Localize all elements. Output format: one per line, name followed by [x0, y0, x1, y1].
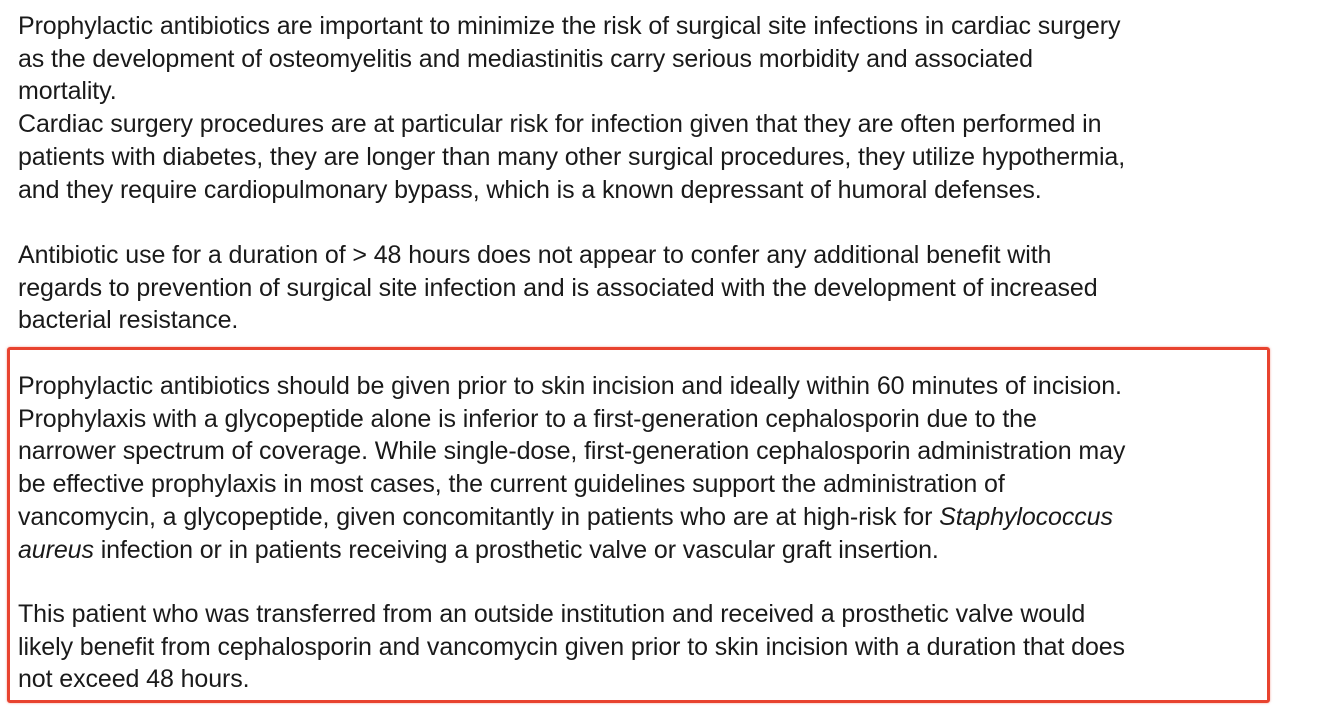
- text-line: [18, 501, 1278, 534]
- text-line: patients with diabetes, they are longer than many other surgical procedures, they utilize hypothermia,: [18, 142, 1126, 171]
- text-line: mortality.: [18, 77, 117, 106]
- species-name-italic: aureus: [18, 535, 94, 564]
- text-line: [18, 534, 1278, 567]
- text-line: bacterial resistance.: [18, 306, 239, 335]
- conclusion-paragraph: [18, 598, 1278, 696]
- text-line: Cardiac surgery procedures are at particular risk for infection given that they are often performed in: [18, 110, 1102, 139]
- intro-paragraph: [18, 10, 1278, 206]
- duration-paragraph: [18, 239, 1278, 337]
- text-line: narrower spectrum of coverage. While single-dose, first-generation cephalosporin administration may: [18, 437, 1126, 466]
- text-line: as the development of osteomyelitis and mediastinitis carry serious morbidity and associated: [18, 44, 1033, 73]
- text-line: and they require cardiopulmonary bypass, which is a known depressant of humoral defenses.: [18, 175, 1042, 204]
- species-name-italic: Staphylococcus: [939, 502, 1113, 531]
- text-line: likely benefit from cephalosporin and vancomycin given prior to skin incision with a duration that does: [18, 632, 1125, 661]
- text-line: regards to prevention of surgical site infection and is associated with the development of increased: [18, 273, 1098, 302]
- text-line: Prophylactic antibiotics should be given prior to skin incision and ideally within 60 minutes of incision.: [18, 372, 1122, 400]
- text-line: Prophylaxis with a glycopeptide alone is inferior to a first-generation cephalosporin due to the: [18, 404, 1037, 433]
- text-line: not exceed 48 hours.: [18, 665, 250, 694]
- text-line: be effective prophylaxis in most cases, the current guidelines support the administration of: [18, 470, 1005, 499]
- text-line: Antibiotic use for a duration of > 48 hours does not appear to confer any additional benefit with: [18, 241, 1052, 269]
- text-run: infection or in patients receiving a prosthetic valve or vascular graft insertion.: [93, 535, 939, 564]
- timing-paragraph: [18, 370, 1278, 566]
- text-run: vancomycin, a glycopeptide, given concomitantly in patients who are at high-risk for: [18, 502, 940, 531]
- text-line: This patient who was transferred from an outside institution and received a prosthetic valve would: [18, 600, 1086, 628]
- text-line: Prophylactic antibiotics are important to minimize the risk of surgical site infections in cardiac surgery: [18, 12, 1121, 40]
